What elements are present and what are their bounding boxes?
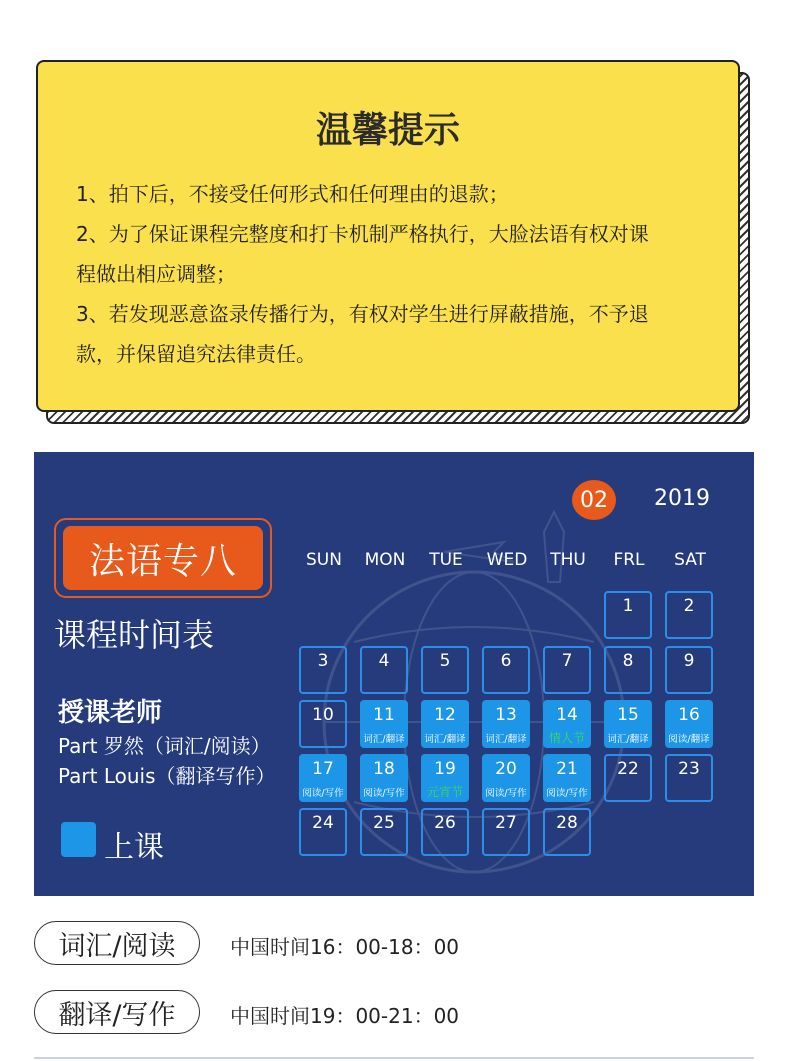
calendar-day (604, 591, 652, 639)
calendar-day (360, 646, 408, 694)
day-number: 1 (622, 596, 634, 616)
month-badge: 02 (572, 480, 616, 520)
calendar-day-class (299, 754, 347, 802)
lesson-label: 词汇/翻译 (485, 734, 527, 745)
day-number: 17 (312, 759, 334, 779)
calendar-day-class (360, 700, 408, 748)
calendar-day (299, 646, 347, 694)
lesson-label: 词汇/翻译 (424, 734, 466, 745)
weekday-label: FRL (613, 550, 645, 570)
calendar-day (360, 808, 408, 856)
teacher-heading: 授课老师 (58, 698, 163, 728)
notice-line: 款，并保留追究法律责任。 (76, 342, 316, 366)
calendar-day (299, 700, 347, 748)
notice-body (76, 174, 712, 374)
weekday-label: MON (364, 550, 406, 570)
calendar-day-class (543, 700, 591, 748)
calendar-day-class (360, 754, 408, 802)
weekday-label: THU (550, 550, 586, 570)
notice-line: 3、若发现恶意盗录传播行为，有权对学生进行屏蔽措施，不予退 (76, 302, 649, 326)
year-label: 2019 (654, 486, 710, 511)
lesson-label: 阅读/写作 (485, 788, 527, 799)
day-number: 26 (434, 813, 456, 833)
day-number: 7 (561, 651, 573, 671)
day-number: 23 (678, 759, 700, 779)
session-time: 中国时间16：00-18：00 (230, 935, 460, 959)
day-number: 11 (373, 705, 395, 725)
holiday-label: 情人节 (548, 731, 585, 745)
day-number: 10 (312, 705, 334, 725)
lesson-label: 阅读/写作 (302, 788, 344, 799)
day-number: 20 (495, 759, 517, 779)
calendar-day-class (543, 754, 591, 802)
lesson-label: 阅读/写作 (546, 788, 588, 799)
calendar-day-class (421, 754, 469, 802)
day-number: 27 (495, 813, 517, 833)
weekday-label: TUE (429, 550, 463, 570)
day-number: 2 (683, 596, 695, 616)
calendar-day-class (482, 754, 530, 802)
day-number: 28 (556, 813, 578, 833)
day-number: 8 (622, 651, 634, 671)
calendar-day (543, 646, 591, 694)
day-number: 21 (556, 759, 578, 779)
notice-title: 温馨提示 (315, 110, 460, 151)
day-number: 15 (617, 705, 639, 725)
calendar-day (665, 754, 713, 802)
teacher-line: Part Louis（翻译写作） (58, 764, 276, 788)
calendar-day (604, 754, 652, 802)
session-time: 中国时间19：00-21：00 (230, 1004, 460, 1028)
day-number: 22 (617, 759, 639, 779)
lesson-label: 词汇/翻译 (607, 734, 649, 745)
notice-line: 2、为了保证课程完整度和打卡机制严格执行，大脸法语有权对课 (76, 222, 649, 246)
calendar-day (665, 591, 713, 639)
day-number: 13 (495, 705, 517, 725)
day-number: 14 (556, 705, 578, 725)
notice-line: 1、拍下后，不接受任何形式和任何理由的退款； (76, 182, 509, 206)
course-title-frame (54, 518, 272, 598)
day-number: 4 (378, 651, 390, 671)
day-number: 16 (678, 705, 700, 725)
calendar-day-class (604, 700, 652, 748)
lesson-label: 阅读/翻译 (668, 734, 710, 745)
notice-line: 程做出相应调整； (76, 262, 236, 286)
holiday-label: 元宵节 (426, 785, 463, 799)
day-number: 25 (373, 813, 395, 833)
course-calendar (34, 452, 754, 896)
class-day-swatch (61, 822, 96, 857)
calendar-day (665, 646, 713, 694)
day-number: 6 (500, 651, 512, 671)
calendar-day (421, 808, 469, 856)
calendar-day-class (482, 700, 530, 748)
weekday-label: SUN (306, 550, 342, 570)
course-title: 法语专八 (63, 526, 263, 590)
day-number: 24 (312, 813, 334, 833)
session-type-pill: 词汇/阅读 (34, 921, 200, 965)
lesson-label: 词汇/翻译 (363, 734, 405, 745)
calendar-day (421, 646, 469, 694)
divider (34, 1057, 754, 1059)
schedule-subtitle: 课程时间表 (54, 616, 215, 654)
notice-card (36, 60, 750, 424)
notice-panel (36, 60, 740, 412)
calendar-day-class (665, 700, 713, 748)
legend-label: 上课 (104, 830, 164, 865)
calendar-day (299, 808, 347, 856)
day-number: 19 (434, 759, 456, 779)
calendar-day-class (421, 700, 469, 748)
weekday-label: SAT (674, 550, 706, 570)
day-number: 18 (373, 759, 395, 779)
day-number: 9 (683, 651, 695, 671)
calendar-day (482, 808, 530, 856)
calendar-day (482, 646, 530, 694)
lesson-label: 阅读/写作 (363, 788, 405, 799)
calendar-day (604, 646, 652, 694)
teacher-line: Part 罗然（词汇/阅读） (58, 734, 271, 758)
day-number: 5 (439, 651, 451, 671)
weekday-label: WED (486, 550, 528, 570)
session-type-pill: 翻译/写作 (34, 990, 200, 1034)
day-number: 3 (317, 651, 329, 671)
calendar-day (543, 808, 591, 856)
day-number: 12 (434, 705, 456, 725)
